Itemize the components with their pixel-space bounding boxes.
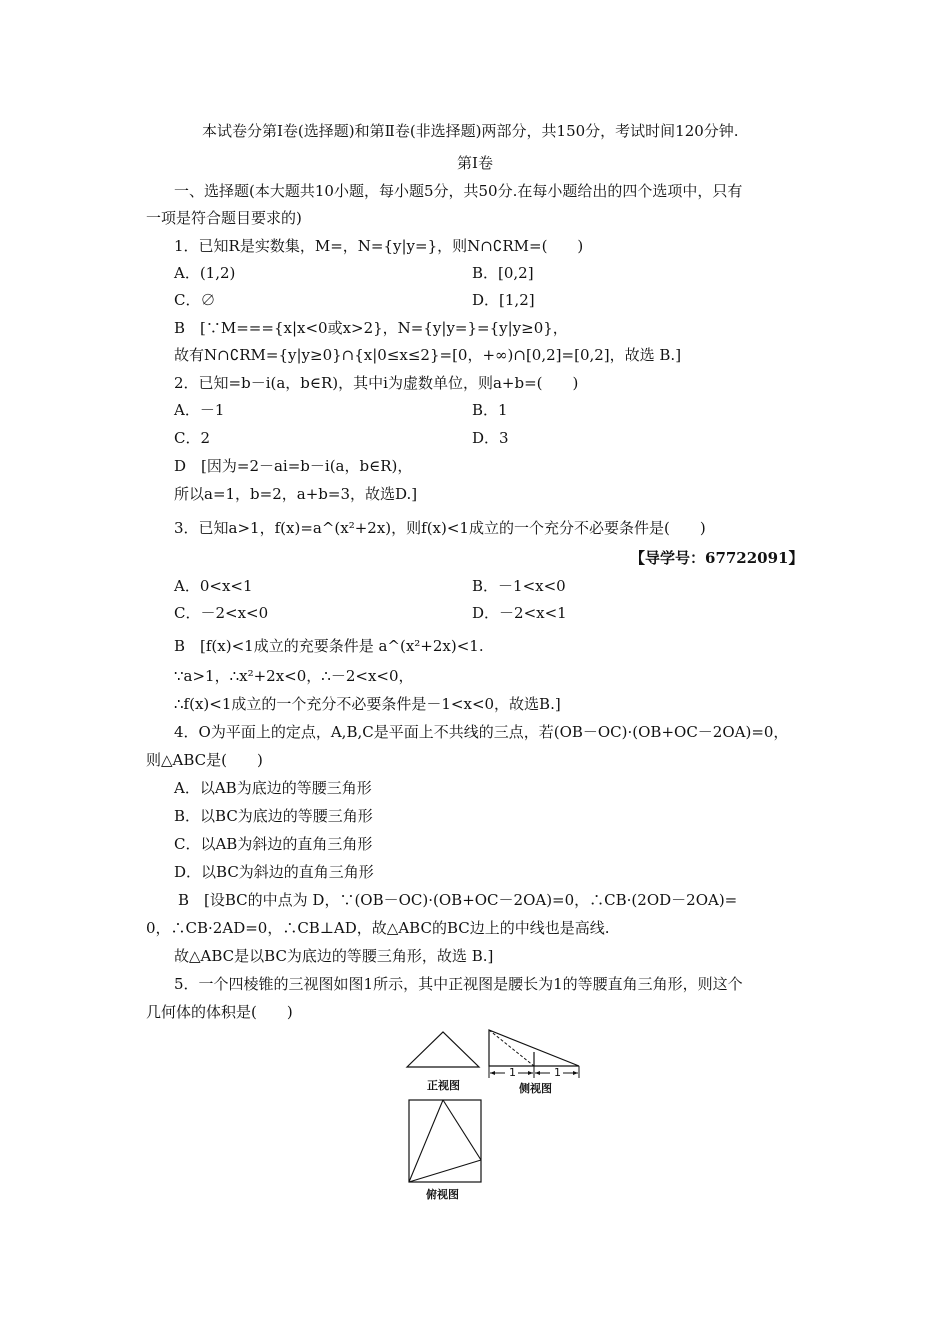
- q2-option-d: D．3: [472, 429, 509, 447]
- q1-stem: 1．已知R是实数集，M=，N={y|y=}，则N∩∁RM=( ): [174, 237, 584, 255]
- arrow-head: [535, 1071, 540, 1075]
- top-view-label: 俯视图: [426, 1188, 459, 1201]
- q1-answer-line2: 故有N∩∁RM={y|y≥0}∩{x|0≤x≤2}=[0，+∞)∩[0,2]=[0,2]，故选 B.]: [174, 346, 682, 364]
- q3-stem: 3．已知a>1，f(x)=a^(x²+2x)，则f(x)<1成立的一个充分不必要条件是( ): [174, 519, 706, 537]
- q3-guide-number: 【导学号：67722091】: [630, 549, 804, 567]
- q4-option-b: B．以BC为底边的等腰三角形: [174, 807, 373, 825]
- q3-option-c: C．－2<x<0: [174, 604, 269, 622]
- part1-heading-line1: 一、选择题(本大题共10小题，每小题5分，共50分.在每小题给出的四个选项中，只有: [174, 182, 743, 200]
- top-view-square: [409, 1100, 481, 1182]
- q3-answer-line3: ∴f(x)<1成立的一个充分不必要条件是－1<x<0，故选B.]: [174, 695, 561, 713]
- front-view-label: 正视图: [427, 1079, 460, 1092]
- dimension-label-1: 1: [509, 1066, 516, 1079]
- top-view-edge: [409, 1160, 481, 1182]
- q4-stem-line2: 则△ABC是( ): [146, 751, 263, 769]
- part1-heading-line2: 一项是符合题目要求的): [146, 209, 302, 227]
- arrow-head: [490, 1071, 495, 1075]
- q2-option-c: C．2: [174, 429, 211, 447]
- q1-option-a: A．(1,2): [174, 264, 236, 282]
- q1-option-c: C．∅: [174, 291, 216, 309]
- q4-answer-line2: 0，∴CB·2AD=0，∴CB⊥AD，故△ABC的BC边上的中线也是高线.: [146, 919, 610, 937]
- q4-stem-line1: 4．O为平面上的定点，A,B,C是平面上不共线的三点，若(OB－OC)·(OB+OC－2OA)=0，: [174, 723, 789, 741]
- q4-option-a: A．以AB为底边的等腰三角形: [174, 779, 372, 797]
- side-view-hidden-edge: [489, 1030, 534, 1066]
- q2-answer-line1: D [因为=2－ai=b－i(a，b∈R)，: [174, 457, 413, 475]
- q2-answer-line2: 所以a=1，b=2，a+b=3，故选D.]: [174, 485, 418, 503]
- top-view-edge: [409, 1100, 443, 1182]
- q4-answer-line1: B [设BC的中点为 D，∵(OB－OC)·(OB+OC－2OA)=0，∴CB·(2OD－2OA)=: [178, 891, 738, 909]
- section-title: 第Ⅰ卷: [457, 154, 493, 172]
- q3-option-d: D．－2<x<1: [472, 604, 567, 622]
- q4-option-d: D．以BC为斜边的直角三角形: [174, 863, 374, 881]
- side-view-label: 侧视图: [519, 1082, 552, 1095]
- front-view-drawing: [405, 1030, 485, 1070]
- intro-text: 本试卷分第Ⅰ卷(选择题)和第Ⅱ卷(非选择题)两部分，共150分，考试时间120分钟.: [202, 122, 739, 140]
- q3-answer-line2: ∵a>1，∴x²+2x<0，∴－2<x<0，: [174, 667, 414, 685]
- q1-answer-line1: B [∵M==={x|x<0或x>2}，N={y|y=}={y|y≥0}，: [174, 319, 568, 337]
- q3-answer-line1: B [f(x)<1成立的充要条件是 a^(x²+2x)<1.: [174, 637, 484, 655]
- q5-stem-line1: 5．一个四棱锥的三视图如图1所示，其中正视图是腰长为1的等腰直角三角形，则这个: [174, 975, 743, 993]
- q2-option-b: B．1: [472, 401, 508, 419]
- q5-stem-line2: 几何体的体积是( ): [146, 1003, 293, 1021]
- dimension-label-2: 1: [554, 1066, 561, 1079]
- front-view-triangle: [407, 1032, 479, 1067]
- q2-option-a: A．－1: [174, 401, 225, 419]
- arrow-head: [528, 1071, 533, 1075]
- top-view-drawing: [407, 1098, 487, 1188]
- q3-option-b: B．－1<x<0: [472, 577, 566, 595]
- q4-answer-line3: 故△ABC是以BC为底边的等腰三角形，故选 B.]: [174, 947, 494, 965]
- q3-option-a: A．0<x<1: [174, 577, 253, 595]
- side-view-drawing: [486, 1028, 586, 1084]
- top-view-edge: [443, 1100, 481, 1160]
- q4-option-c: C．以AB为斜边的直角三角形: [174, 835, 373, 853]
- arrow-head: [573, 1071, 578, 1075]
- q1-option-b: B．[0,2]: [472, 264, 534, 282]
- q1-option-d: D．[1,2]: [472, 291, 535, 309]
- q2-stem: 2．已知=b－i(a，b∈R)，其中i为虚数单位，则a+b=( ): [174, 374, 579, 392]
